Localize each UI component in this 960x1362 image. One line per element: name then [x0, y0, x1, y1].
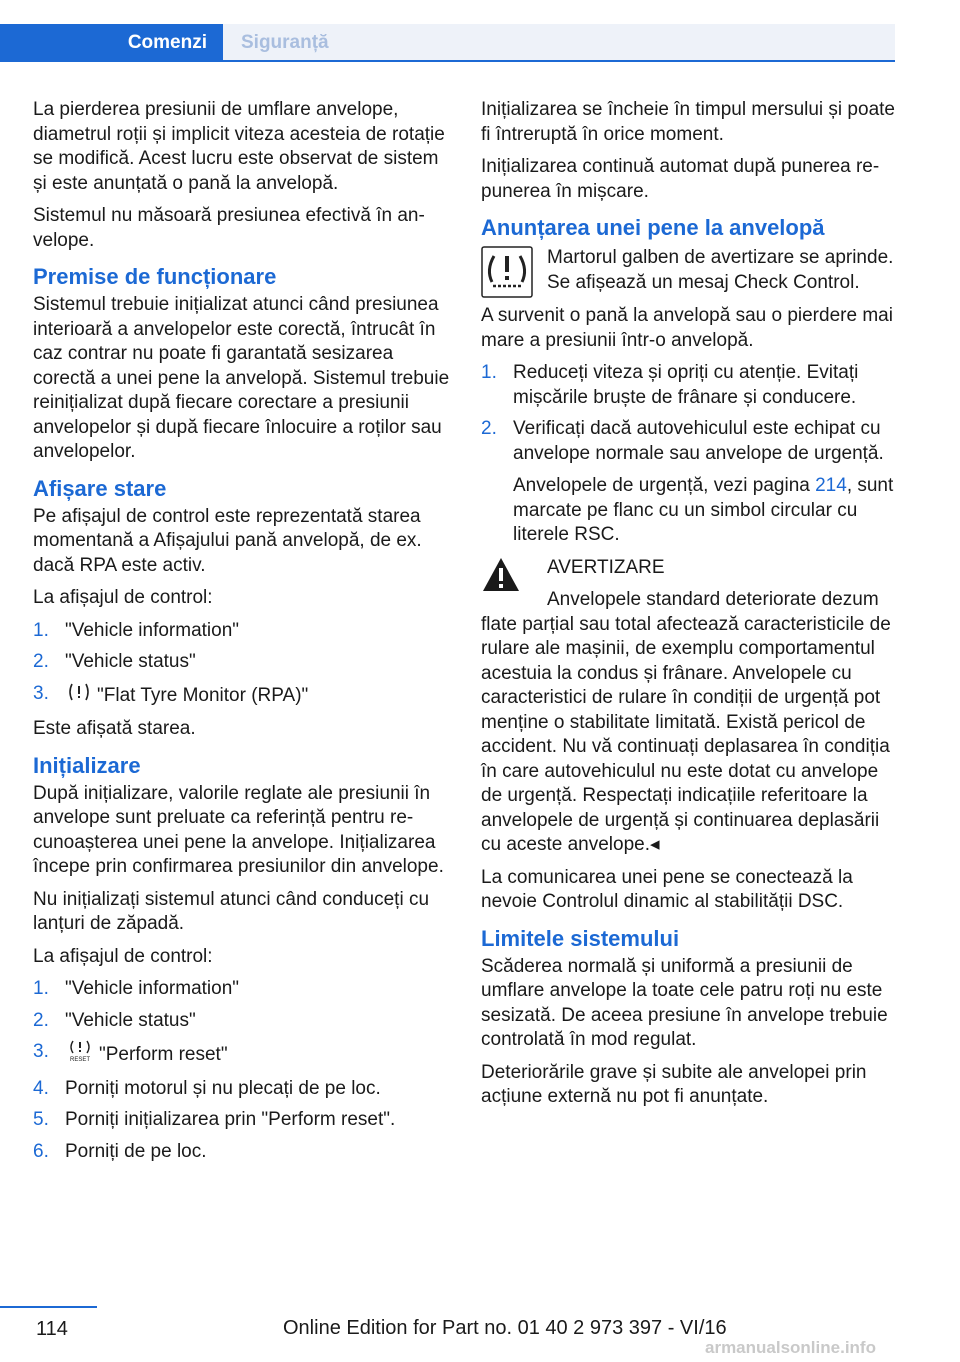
list-number: 1.: [33, 978, 49, 999]
heading-premise: Premise de funcționare: [33, 264, 277, 289]
tab-siguranta[interactable]: Siguranță: [223, 24, 895, 62]
list-number: 2.: [33, 1009, 49, 1031]
paragraph: Pe afișajul de control este reprezentată starea momentană a Afișajului pană anvelopă, de ex. dacă RPA este activ.: [33, 505, 422, 576]
edition-text: Online Edition for Part no. 01 40 2 973 397 - VI/16: [283, 1317, 727, 1339]
heading-initializare: Inițializare: [33, 752, 141, 778]
sub-paragraph: Anvelopele de urgență, vezi pagina 214, sunt marcate pe flanc cu un simbol circular cu literele RSC.: [513, 475, 894, 545]
warning-triangle-icon: [481, 556, 533, 600]
paragraph: Sistemul nu măsoară presiunea efectivă în anvelope.: [33, 205, 425, 251]
paragraph: Sistemul trebuie inițializat atunci când presiunea interioară a anvelopelor este corectă, întrucât în caz contrar nu poate fi garantată sesizarea corectă a unei pene la anvelopă. Sistemul trebuie reinițializat după fiecare corectare a presiunii anvelopelor și după fiecare înlocuire a roților sau anvelopelor.: [33, 294, 450, 462]
list-text: "Flat Tyre Monitor (RPA)": [97, 684, 309, 706]
list-text: Verificați dacă autovehiculul este echipat cu anvelope normale sau anvelope de urgență.: [513, 418, 884, 464]
list-number: 1.: [481, 362, 497, 383]
list-item: [481, 417, 897, 548]
list-number: 3.: [33, 682, 49, 704]
paragraph: Este afișată starea.: [33, 718, 196, 739]
watermark: armanualsonline.info: [705, 1338, 876, 1357]
list-number: 2.: [33, 651, 49, 672]
list-text: Porniți inițializarea prin "Perform reset".: [65, 1109, 396, 1130]
list-text: Porniți de pe loc.: [65, 1140, 207, 1162]
list-text: "Vehicle information": [65, 619, 240, 641]
warning-text: flate parțial sau total afectează caracteristicile de rulare ale mașinii, de exemplu comportamentul acestuia la condus și frânare. Anvelopele cu caracteristici de rulare în condiții de urgență pot menține o stabilitate limitată. Există pericol de accident. Nu vă continuați deplasarea în condiția în care autovehiculul nu este dotat cu anvelope de urgență. Respectați indicațiile referitoare la anvelopele de urgență și continuarea deplasării cu aceste anvelope.◂: [481, 613, 891, 855]
steps-list-status: [33, 619, 451, 710]
paragraph: La afișajul de control:: [33, 945, 213, 967]
paragraph: La afișajul de control:: [33, 587, 213, 608]
paragraph: Inițializarea continuă automat după punerea repunerea în mișcare.: [481, 156, 880, 202]
list-number: 1.: [33, 619, 49, 641]
tab-comenzi[interactable]: Comenzi: [0, 24, 223, 62]
heading-afisare-stare: Afișare stare: [33, 475, 167, 501]
paragraph: Scăderea normală și uniformă a presiunii de umflare anvelope la toate cele patru roți nu este sesizată. De aceea presiune în anvelope trebuie controlată în mod regulat.: [481, 955, 888, 1050]
list-item: [33, 1040, 451, 1070]
list-number: 5.: [33, 1109, 49, 1130]
paragraph: A survenit o pană la anvelopă sau o pierdere mai mare a presiunii într-o anvelopă.: [481, 305, 893, 351]
list-text: "Vehicle status": [65, 1009, 196, 1031]
paragraph: La pierderea presiunii de umflare anvelope, diametrul roții și implicit viteza acesteia de rotație se modifică. Acest lucru este observat de sistem și este anunțată o pană la anvelopă.: [33, 99, 445, 194]
list-item: [33, 619, 451, 644]
heading-limite: Limitele sistemului: [481, 925, 680, 951]
list-item: [33, 977, 451, 1002]
tyre-pressure-warning-icon: [481, 246, 533, 298]
warning-lamp-note: [481, 246, 897, 298]
list-item: [481, 361, 897, 410]
list-item: [33, 1077, 451, 1102]
list-text: "Vehicle status": [65, 651, 196, 672]
tyre-reset-icon: [67, 1040, 93, 1070]
page-link[interactable]: 214: [815, 475, 847, 496]
warning-header: [481, 556, 897, 613]
paragraph: După inițializare, valorile reglate ale presiunii în anvelope sunt preluate ca referință pentru recunoașterea unei pene la anvelope. Inițializarea începe prin confirmarea presiunilor din anvelope.: [33, 782, 444, 877]
list-item: [33, 1108, 451, 1133]
paragraph: Nu inițializați sistemul atunci când conduceți cu lanțuri de zăpadă.: [33, 888, 430, 934]
paragraph: La comunicarea unei pene se conectează la nevoie Controlul dinamic al stabilității DSC.: [481, 866, 853, 912]
list-number: 2.: [481, 418, 497, 439]
tyre-warning-icon: [67, 682, 91, 710]
left-column: [33, 98, 451, 1172]
list-item: [33, 682, 451, 710]
heading-anuntare: Anunțarea unei pene la anvelopă: [481, 215, 825, 240]
list-item: [33, 1140, 451, 1165]
list-text: "Vehicle information": [65, 978, 240, 999]
right-column: [481, 98, 897, 1118]
header-bar: [0, 0, 895, 62]
header-divider: [0, 60, 895, 62]
list-item: [33, 650, 451, 675]
warning-box: [481, 556, 897, 858]
warning-title: AVERTIZARE: [547, 556, 665, 578]
list-text: Reduceți viteza și opriți cu atenție. Evitați mișcările bruște de frânare și conducere.: [513, 362, 859, 408]
list-item: [33, 1009, 451, 1034]
warning-text-first: Anvelopele standard deteriorate dezum: [547, 589, 879, 610]
footer-divider: [0, 1306, 97, 1308]
list-text: Porniți motorul și nu plecați de pe loc.: [65, 1077, 381, 1099]
paragraph: Deteriorările grave și subite ale anvelopei prin acțiune externă nu pot fi anunțate.: [481, 1061, 867, 1107]
steps-list-init: [33, 977, 451, 1164]
reset-icon-label: RESET: [69, 1057, 91, 1062]
list-number: 3.: [33, 1041, 49, 1062]
list-text: "Perform reset": [99, 1043, 228, 1065]
steps-list-flat: [481, 361, 897, 548]
list-number: 4.: [33, 1077, 49, 1099]
page-number: 114: [36, 1318, 68, 1340]
warning-lamp-text: Martorul galben de avertizare se aprinde. Se afișează un mesaj Check Control.: [547, 247, 894, 293]
list-number: 6.: [33, 1140, 49, 1162]
paragraph: Inițializarea se încheie în timpul mersului și poate fi întreruptă în orice moment.: [481, 99, 895, 145]
